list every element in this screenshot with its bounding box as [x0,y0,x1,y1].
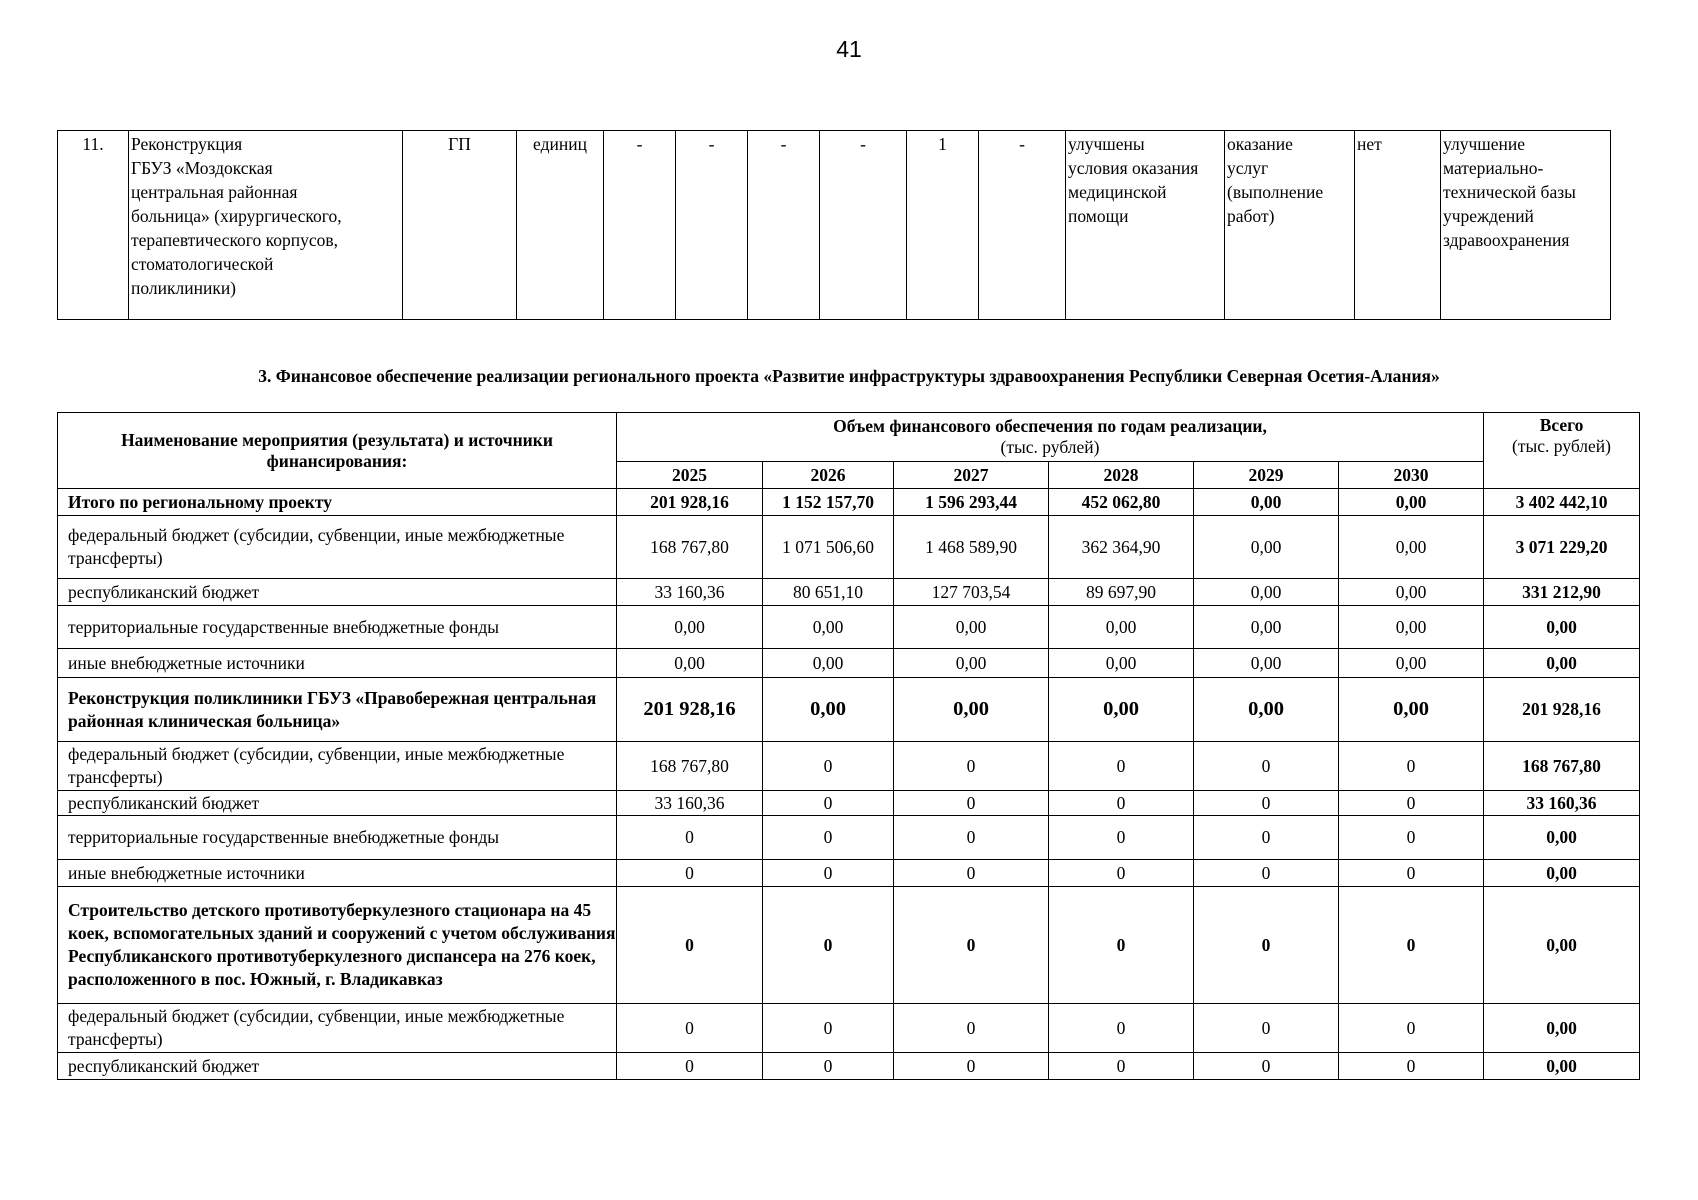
text-line: учреждений [1443,206,1534,226]
header-row [58,413,1640,462]
value-cell: 0 [1339,1004,1484,1053]
value-cell: 1 468 589,90 [894,516,1049,579]
unit-cell: единиц [517,131,604,320]
result-name-cell [129,131,403,320]
total-cell: 201 928,16 [1484,678,1640,742]
value-cell: 0 [1339,860,1484,887]
value-cell: 0 [1049,742,1194,791]
value-cell: 0 [1049,1053,1194,1080]
value-cell: 0 [1194,791,1339,816]
value-cell: 1 152 157,70 [763,489,894,516]
value-cell: 0 [1049,887,1194,1004]
row-name: Итого по региональному проекту [58,489,617,516]
table-row [58,1053,1640,1080]
value-cell: - [979,131,1066,320]
total-cell: 0,00 [1484,1004,1640,1053]
purpose-cell [1441,131,1611,320]
value-cell: 0 [1194,1004,1339,1053]
value-cell: 0,00 [1194,516,1339,579]
total-cell: 0,00 [1484,649,1640,678]
value-cell: 0,00 [1194,678,1339,742]
value-cell: 127 703,54 [894,579,1049,606]
text-line: больница» (хирургического, [131,206,342,226]
volume-header [617,413,1484,462]
table-row [58,606,1640,649]
year-header: 2029 [1194,462,1339,489]
value-cell: 0 [1194,1053,1339,1080]
value-cell: 33 160,36 [617,579,763,606]
text-line: работ) [1227,206,1275,226]
text-line: улучшены [1068,134,1145,154]
table-row [58,649,1640,678]
total-cell: 331 212,90 [1484,579,1640,606]
total-cell: 3 071 229,20 [1484,516,1640,579]
text-line: Реконструкция [131,134,243,154]
effect-cell [1066,131,1225,320]
row-name: республиканский бюджет [58,791,617,816]
value-cell: 0 [1339,1053,1484,1080]
value-cell: 0 [617,887,763,1004]
total-header-line: Всего [1539,415,1584,435]
value-cell: 0 [617,816,763,860]
value-cell: 0,00 [1049,678,1194,742]
row-name: республиканский бюджет [58,579,617,606]
year-header: 2027 [894,462,1049,489]
value-cell: - [604,131,676,320]
value-cell: 0 [1194,887,1339,1004]
name-column-header: Наименование мероприятия (результата) и источники финансирования: [58,413,617,489]
table-row [58,489,1640,516]
table-row [58,579,1640,606]
results-table [57,130,1611,320]
text-line: оказание [1227,134,1293,154]
value-cell: 0 [894,887,1049,1004]
text-line: (выполнение [1227,182,1324,202]
value-cell: 1 596 293,44 [894,489,1049,516]
value-cell: - [820,131,907,320]
value-cell: 0,00 [1339,606,1484,649]
level-cell: ГП [403,131,517,320]
value-cell: 0 [1339,887,1484,1004]
value-cell: 0 [894,742,1049,791]
row-name: федеральный бюджет (субсидии, субвенции, иные межбюджетные трансферты) [58,516,617,579]
table-row [58,131,1611,320]
value-cell: 0 [894,791,1049,816]
table-row [58,742,1640,791]
value-cell: 0,00 [1194,489,1339,516]
table-row [58,791,1640,816]
text-line: технической базы [1443,182,1576,202]
year-header: 2025 [617,462,763,489]
value-cell: 0 [763,1004,894,1053]
section-title: 3. Финансовое обеспечение реализации регионального проекта «Развитие инфраструктуры здравоохранения Республики Северная Осетия-Алания» [258,366,1440,386]
value-cell: 0,00 [763,678,894,742]
value-cell: 0,00 [1194,579,1339,606]
text-line: терапевтического корпусов, [131,230,339,250]
value-cell: 89 697,90 [1049,579,1194,606]
value-cell: 1 [907,131,979,320]
value-cell: 1 071 506,60 [763,516,894,579]
value-cell: 0,00 [1339,516,1484,579]
value-cell: - [676,131,748,320]
row-number: 11. [58,131,129,320]
row-name: федеральный бюджет (субсидии, субвенции, иные межбюджетные трансферты) [58,742,617,791]
value-cell: 0,00 [894,649,1049,678]
row-name: иные внебюджетные источники [58,860,617,887]
value-cell: 0,00 [1339,649,1484,678]
value-cell: 0 [1194,860,1339,887]
value-cell: 201 928,16 [617,489,763,516]
total-column-header [1484,413,1640,489]
value-cell: 168 767,80 [617,516,763,579]
text-line: центральная районная [131,182,298,202]
value-cell: 0,00 [1194,649,1339,678]
text-line: помощи [1068,206,1129,226]
value-cell: 0 [1049,816,1194,860]
value-cell: 0 [1049,860,1194,887]
value-cell: 452 062,80 [1049,489,1194,516]
value-cell: 0 [894,1004,1049,1053]
value-cell: 168 767,80 [617,742,763,791]
table-row [58,1004,1640,1053]
table-row [58,678,1640,742]
year-header: 2026 [763,462,894,489]
value-cell: 0 [894,816,1049,860]
total-cell: 3 402 442,10 [1484,489,1640,516]
text-line: здравоохранения [1443,230,1570,250]
value-cell: - [748,131,820,320]
value-cell: 0,00 [763,649,894,678]
flag-cell: нет [1355,131,1441,320]
row-name: Реконструкция поликлиники ГБУЗ «Правобережная центральная районная клиническая больница» [58,678,617,742]
row-name: федеральный бюджет (субсидии, субвенции, иные межбюджетные трансферты) [58,1004,617,1053]
row-name: территориальные государственные внебюджетные фонды [58,606,617,649]
text-line: улучшение [1443,134,1526,154]
table-row [58,860,1640,887]
row-name: республиканский бюджет [58,1053,617,1080]
value-cell: 0 [1194,742,1339,791]
value-cell: 0,00 [763,606,894,649]
text-line: услуг [1227,158,1269,178]
value-cell: 0 [894,860,1049,887]
value-cell: 0 [617,1053,763,1080]
value-cell: 33 160,36 [617,791,763,816]
total-cell: 168 767,80 [1484,742,1640,791]
value-cell: 201 928,16 [617,678,763,742]
text-line: материально- [1443,158,1544,178]
value-cell: 0 [763,887,894,1004]
volume-header-unit: (тыс. рублей) [1000,437,1100,457]
total-cell: 0,00 [1484,1053,1640,1080]
value-cell: 0 [617,860,763,887]
value-cell: 0,00 [894,678,1049,742]
value-cell: 0 [763,860,894,887]
table-row [58,816,1640,860]
volume-header-line: Объем финансового обеспечения по годам реализации, [833,416,1267,436]
total-cell: 0,00 [1484,606,1640,649]
value-cell: 0,00 [894,606,1049,649]
value-cell: 0 [763,816,894,860]
value-cell: 362 364,90 [1049,516,1194,579]
text-line: поликлиники) [131,278,237,298]
row-name: Строительство детского противотуберкулезного стационара на 45 коек, вспомогательных зданий и сооружений с учетом обслуживания Республиканского противотуберкулезного диспансера на 276 коек, расположенного в пос. Южный, г. Владикавказ [58,887,617,1004]
page-number: 41 [836,36,862,62]
total-cell: 0,00 [1484,887,1640,1004]
text-line: медицинской [1068,182,1167,202]
year-header: 2030 [1339,462,1484,489]
value-cell: 0 [1194,816,1339,860]
value-cell: 0,00 [1194,606,1339,649]
total-cell: 0,00 [1484,816,1640,860]
row-name: территориальные государственные внебюджетные фонды [58,816,617,860]
total-header-unit: (тыс. рублей) [1512,436,1611,456]
row-name: иные внебюджетные источники [58,649,617,678]
value-cell: 0,00 [617,606,763,649]
value-cell: 0 [763,742,894,791]
value-cell: 80 651,10 [763,579,894,606]
value-cell: 0 [1049,1004,1194,1053]
value-cell: 0 [1049,791,1194,816]
finance-table [57,412,1640,1080]
table-row [58,516,1640,579]
year-header: 2028 [1049,462,1194,489]
value-cell: 0,00 [1049,649,1194,678]
value-cell: 0 [763,791,894,816]
value-cell: 0,00 [1049,606,1194,649]
value-cell: 0,00 [1339,678,1484,742]
table-row [58,887,1640,1004]
value-cell: 0 [1339,816,1484,860]
text-line: ГБУЗ «Моздокская [131,158,273,178]
total-cell: 33 160,36 [1484,791,1640,816]
text-line: стоматологической [131,254,274,274]
value-cell: 0,00 [1339,579,1484,606]
value-cell: 0 [617,1004,763,1053]
value-cell: 0,00 [1339,489,1484,516]
total-cell: 0,00 [1484,860,1640,887]
value-cell: 0 [1339,742,1484,791]
value-cell: 0 [763,1053,894,1080]
value-cell: 0,00 [617,649,763,678]
value-cell: 0 [1339,791,1484,816]
value-cell: 0 [894,1053,1049,1080]
text-line: условия оказания [1068,158,1199,178]
type-cell [1225,131,1355,320]
